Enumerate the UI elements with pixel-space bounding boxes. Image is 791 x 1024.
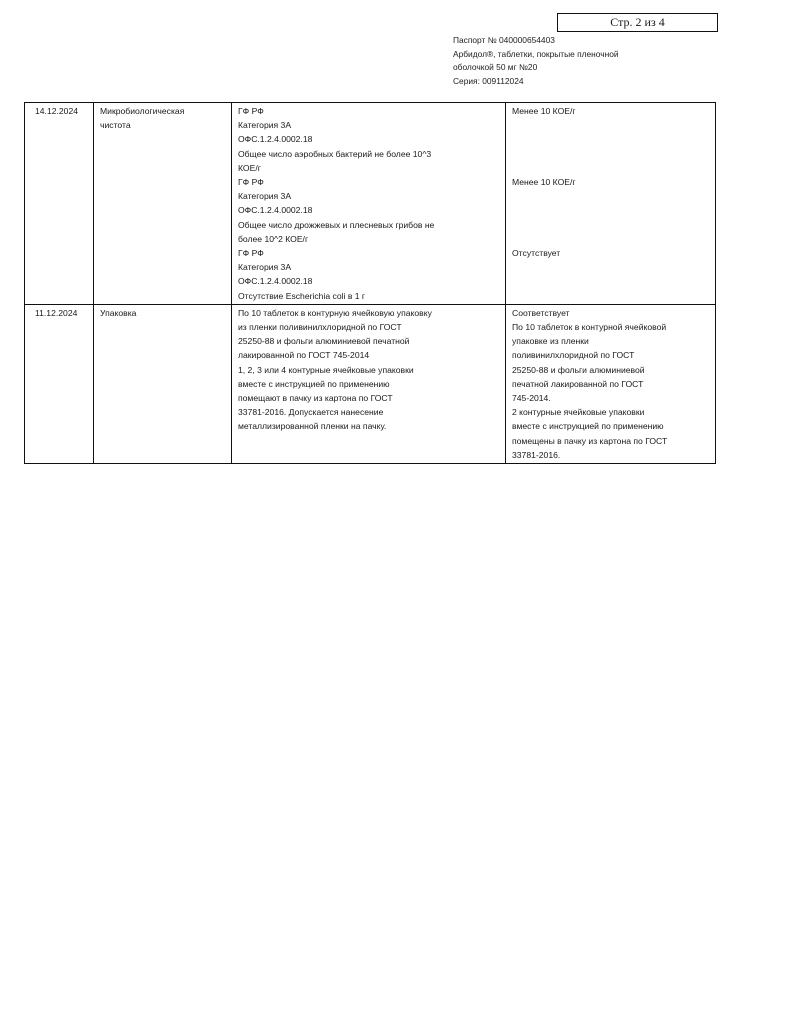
test-result-line: помещены в пачку из картона по ГОСТ bbox=[512, 435, 668, 446]
test-result-line: 25250-88 и фольги алюминиевой bbox=[512, 364, 645, 375]
test-requirement-line: 33781-2016. Допускается нанесение bbox=[238, 407, 384, 418]
test-requirement-line: более 10^2 КОЕ/г bbox=[238, 233, 309, 244]
test-requirement-line: Категория 3А bbox=[238, 191, 292, 202]
test-requirement bbox=[232, 304, 506, 463]
test-result bbox=[506, 103, 716, 305]
test-requirement-line: из пленки поливинилхлоридной по ГОСТ bbox=[238, 322, 402, 333]
test-result-line: 33781-2016. bbox=[512, 449, 561, 460]
test-result-line bbox=[512, 218, 709, 232]
test-name-line: Упаковка bbox=[100, 307, 137, 318]
test-result-line: Отсутствует bbox=[512, 247, 561, 258]
test-result-line: поливинилхлоридной по ГОСТ bbox=[512, 350, 635, 361]
test-requirement-line: Отсутствие Escherichia coli в 1 г bbox=[238, 290, 366, 301]
test-requirement-line: Категория 3А bbox=[238, 120, 292, 131]
test-results-table bbox=[24, 102, 716, 464]
test-requirement-line: помещают в пачку из картона по ГОСТ bbox=[238, 393, 393, 404]
test-result-line: Менее 10 КОЕ/г bbox=[512, 106, 576, 116]
test-result-line: упаковке из пленки bbox=[512, 336, 589, 347]
test-result bbox=[506, 304, 716, 463]
test-requirement-line: ОФС.1.2.4.0002.18 bbox=[238, 134, 313, 145]
document-header-info bbox=[453, 34, 619, 88]
test-requirement-line: ГФ РФ bbox=[238, 106, 264, 116]
product-name-line-1: Арбидол®, таблетки, покрытые пленочной bbox=[453, 48, 619, 59]
test-name bbox=[94, 103, 232, 305]
test-result-line bbox=[512, 161, 709, 175]
test-requirement-line: лакированной по ГОСТ 745-2014 bbox=[238, 350, 370, 361]
test-requirement-line: ОФС.1.2.4.0002.18 bbox=[238, 276, 313, 287]
test-result-line: Менее 10 КОЕ/г bbox=[512, 176, 576, 187]
test-requirement-line: ОФС.1.2.4.0002.18 bbox=[238, 205, 313, 216]
test-name bbox=[94, 304, 232, 463]
test-result-line bbox=[512, 203, 709, 217]
test-result-line bbox=[512, 118, 709, 132]
test-result-line bbox=[512, 189, 709, 203]
table-body bbox=[25, 103, 716, 464]
test-result-line: По 10 таблеток в контурной ячейковой bbox=[512, 322, 667, 333]
test-requirement bbox=[232, 103, 506, 305]
test-requirement-line: Общее число аэробных бактерий не более 10^3 bbox=[238, 148, 432, 159]
page-number-box: Стр. 2 из 4 bbox=[557, 13, 718, 32]
product-name-line-2: оболочкой 50 мг №20 bbox=[453, 62, 538, 72]
table-row bbox=[25, 103, 716, 305]
test-name-line: чистота bbox=[100, 120, 131, 131]
test-date: 11.12.2024 bbox=[25, 304, 94, 463]
test-requirement-line: 1, 2, 3 или 4 контурные ячейковые упаковки bbox=[238, 364, 414, 375]
test-date: 14.12.2024 bbox=[25, 103, 94, 305]
test-result-line: 745-2014. bbox=[512, 393, 551, 404]
test-name-line: Микробиологическая bbox=[100, 106, 185, 116]
test-result-line: Соответствует bbox=[512, 307, 570, 318]
test-result-line bbox=[512, 232, 709, 246]
test-requirement-line: вместе с инструкцией по применению bbox=[238, 378, 390, 389]
test-requirement-line: КОЕ/г bbox=[238, 162, 261, 173]
test-requirement-line: ГФ РФ bbox=[238, 248, 264, 259]
test-result-line: вместе с инструкцией по применению bbox=[512, 421, 664, 432]
test-requirement-line: ГФ РФ bbox=[238, 177, 264, 188]
test-requirement-line: 25250-88 и фольги алюминиевой печатной bbox=[238, 336, 410, 347]
test-result-line bbox=[512, 147, 709, 161]
test-result-line: печатной лакированной по ГОСТ bbox=[512, 378, 644, 389]
series-number: Серия: 009112024 bbox=[453, 75, 524, 86]
test-result-line: 2 контурные ячейковые упаковки bbox=[512, 407, 645, 418]
table-row bbox=[25, 304, 716, 463]
test-requirement-line: металлизированной пленки на пачку. bbox=[238, 421, 387, 432]
test-result-line bbox=[512, 132, 709, 146]
test-requirement-line: Общее число дрожжевых и плесневых грибов не bbox=[238, 219, 435, 230]
passport-number: Паспорт № 040000654403 bbox=[453, 35, 555, 45]
test-requirement-line: По 10 таблеток в контурную ячейковую упаковку bbox=[238, 307, 432, 318]
test-requirement-line: Категория 3А bbox=[238, 262, 292, 273]
